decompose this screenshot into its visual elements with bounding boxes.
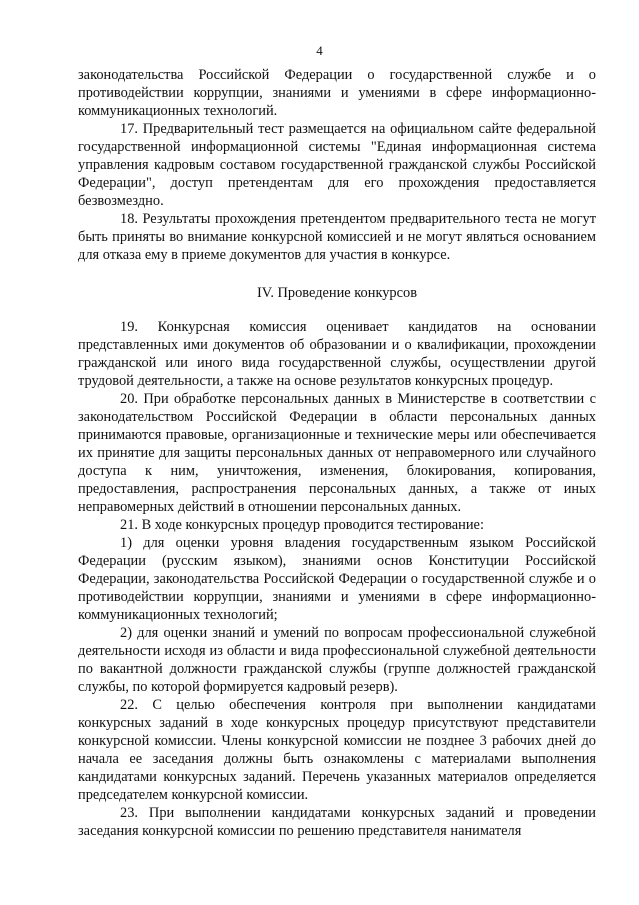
paragraph-23: 23. При выполнении кандидатами конкурсных заданий и проведении заседания конкурсной комиссии по решению представителя нанимателя: [78, 805, 596, 839]
section-heading: IV. Проведение конкурсов: [256, 285, 418, 301]
paragraph-21-item-1: 1) для оценки уровня владения государственным языком Российской Федерации (русским языком), знаниями основ Конституции Российской Федерации, законодательства Российской Федерации о государственной службе и о противодействии коррупции, знаниями и умениями в сфере информационно-коммуникационных технологий;: [78, 535, 596, 623]
document-body: [78, 66, 596, 840]
paragraph-18: 18. Результаты прохождения претендентом предварительного теста не могут быть приняты во внимание конкурсной комиссией и не могут являться основанием для отказа ему в приеме документов для участия в конкурсе.: [78, 211, 596, 263]
paragraph-21-item-2: 2) для оценки знаний и умений по вопросам профессиональной служебной деятельности исходя из области и вида профессиональной служебной деятельности по вакантной должности гражданской службы (группе должностей гражданской службы, по которой формируется кадровый резерв).: [78, 625, 596, 695]
page-number: 4: [316, 43, 323, 58]
paragraph-continuation: законодательства Российской Федерации о государственной службе и о противодействии коррупции, знаниями и умениями в сфере информационно-коммуникационных технологий.: [78, 67, 596, 119]
paragraph-20: 20. При обработке персональных данных в Министерстве в соответствии с законодательством Российской Федерации в области персональных данных принимаются правовые, организационные и технические меры или обеспечивается их принятие для защиты персональных данных от неправомерного или случайного доступа к ним, уничтожения, изменения, блокирования, копирования, предоставления, распространения персональных данных, а также от иных неправомерных действий в отношении персональных данных.: [78, 391, 596, 515]
paragraph-19: 19. Конкурсная комиссия оценивает кандидатов на основании представленных ими документов об образовании и о квалификации, прохождении гражданской или иного вида государственной службы, осуществлении другой трудовой деятельности, а также на основе результатов конкурсных процедур.: [78, 319, 596, 389]
paragraph-17: 17. Предварительный тест размещается на официальном сайте федеральной государственной информационной системы "Единая информационная система управления кадровым составом государственной гражданской службы Российской Федерации", доступ претендентам для его прохождения предоставляется безвозмездно.: [78, 121, 596, 209]
paragraph-21: 21. В ходе конкурсных процедур проводится тестирование:: [120, 517, 484, 533]
paragraph-22: 22. С целью обеспечения контроля при выполнении кандидатами конкурсных заданий в ходе конкурсных процедур присутствуют представители конкурсной комиссии. Члены конкурсной комиссии не позднее 3 рабочих дней до начала ее заседания должны быть ознакомлены с материалами выполнения кандидатами конкурсных заданий. Перечень указанных материалов определяется председателем конкурсной комиссии.: [78, 697, 596, 803]
